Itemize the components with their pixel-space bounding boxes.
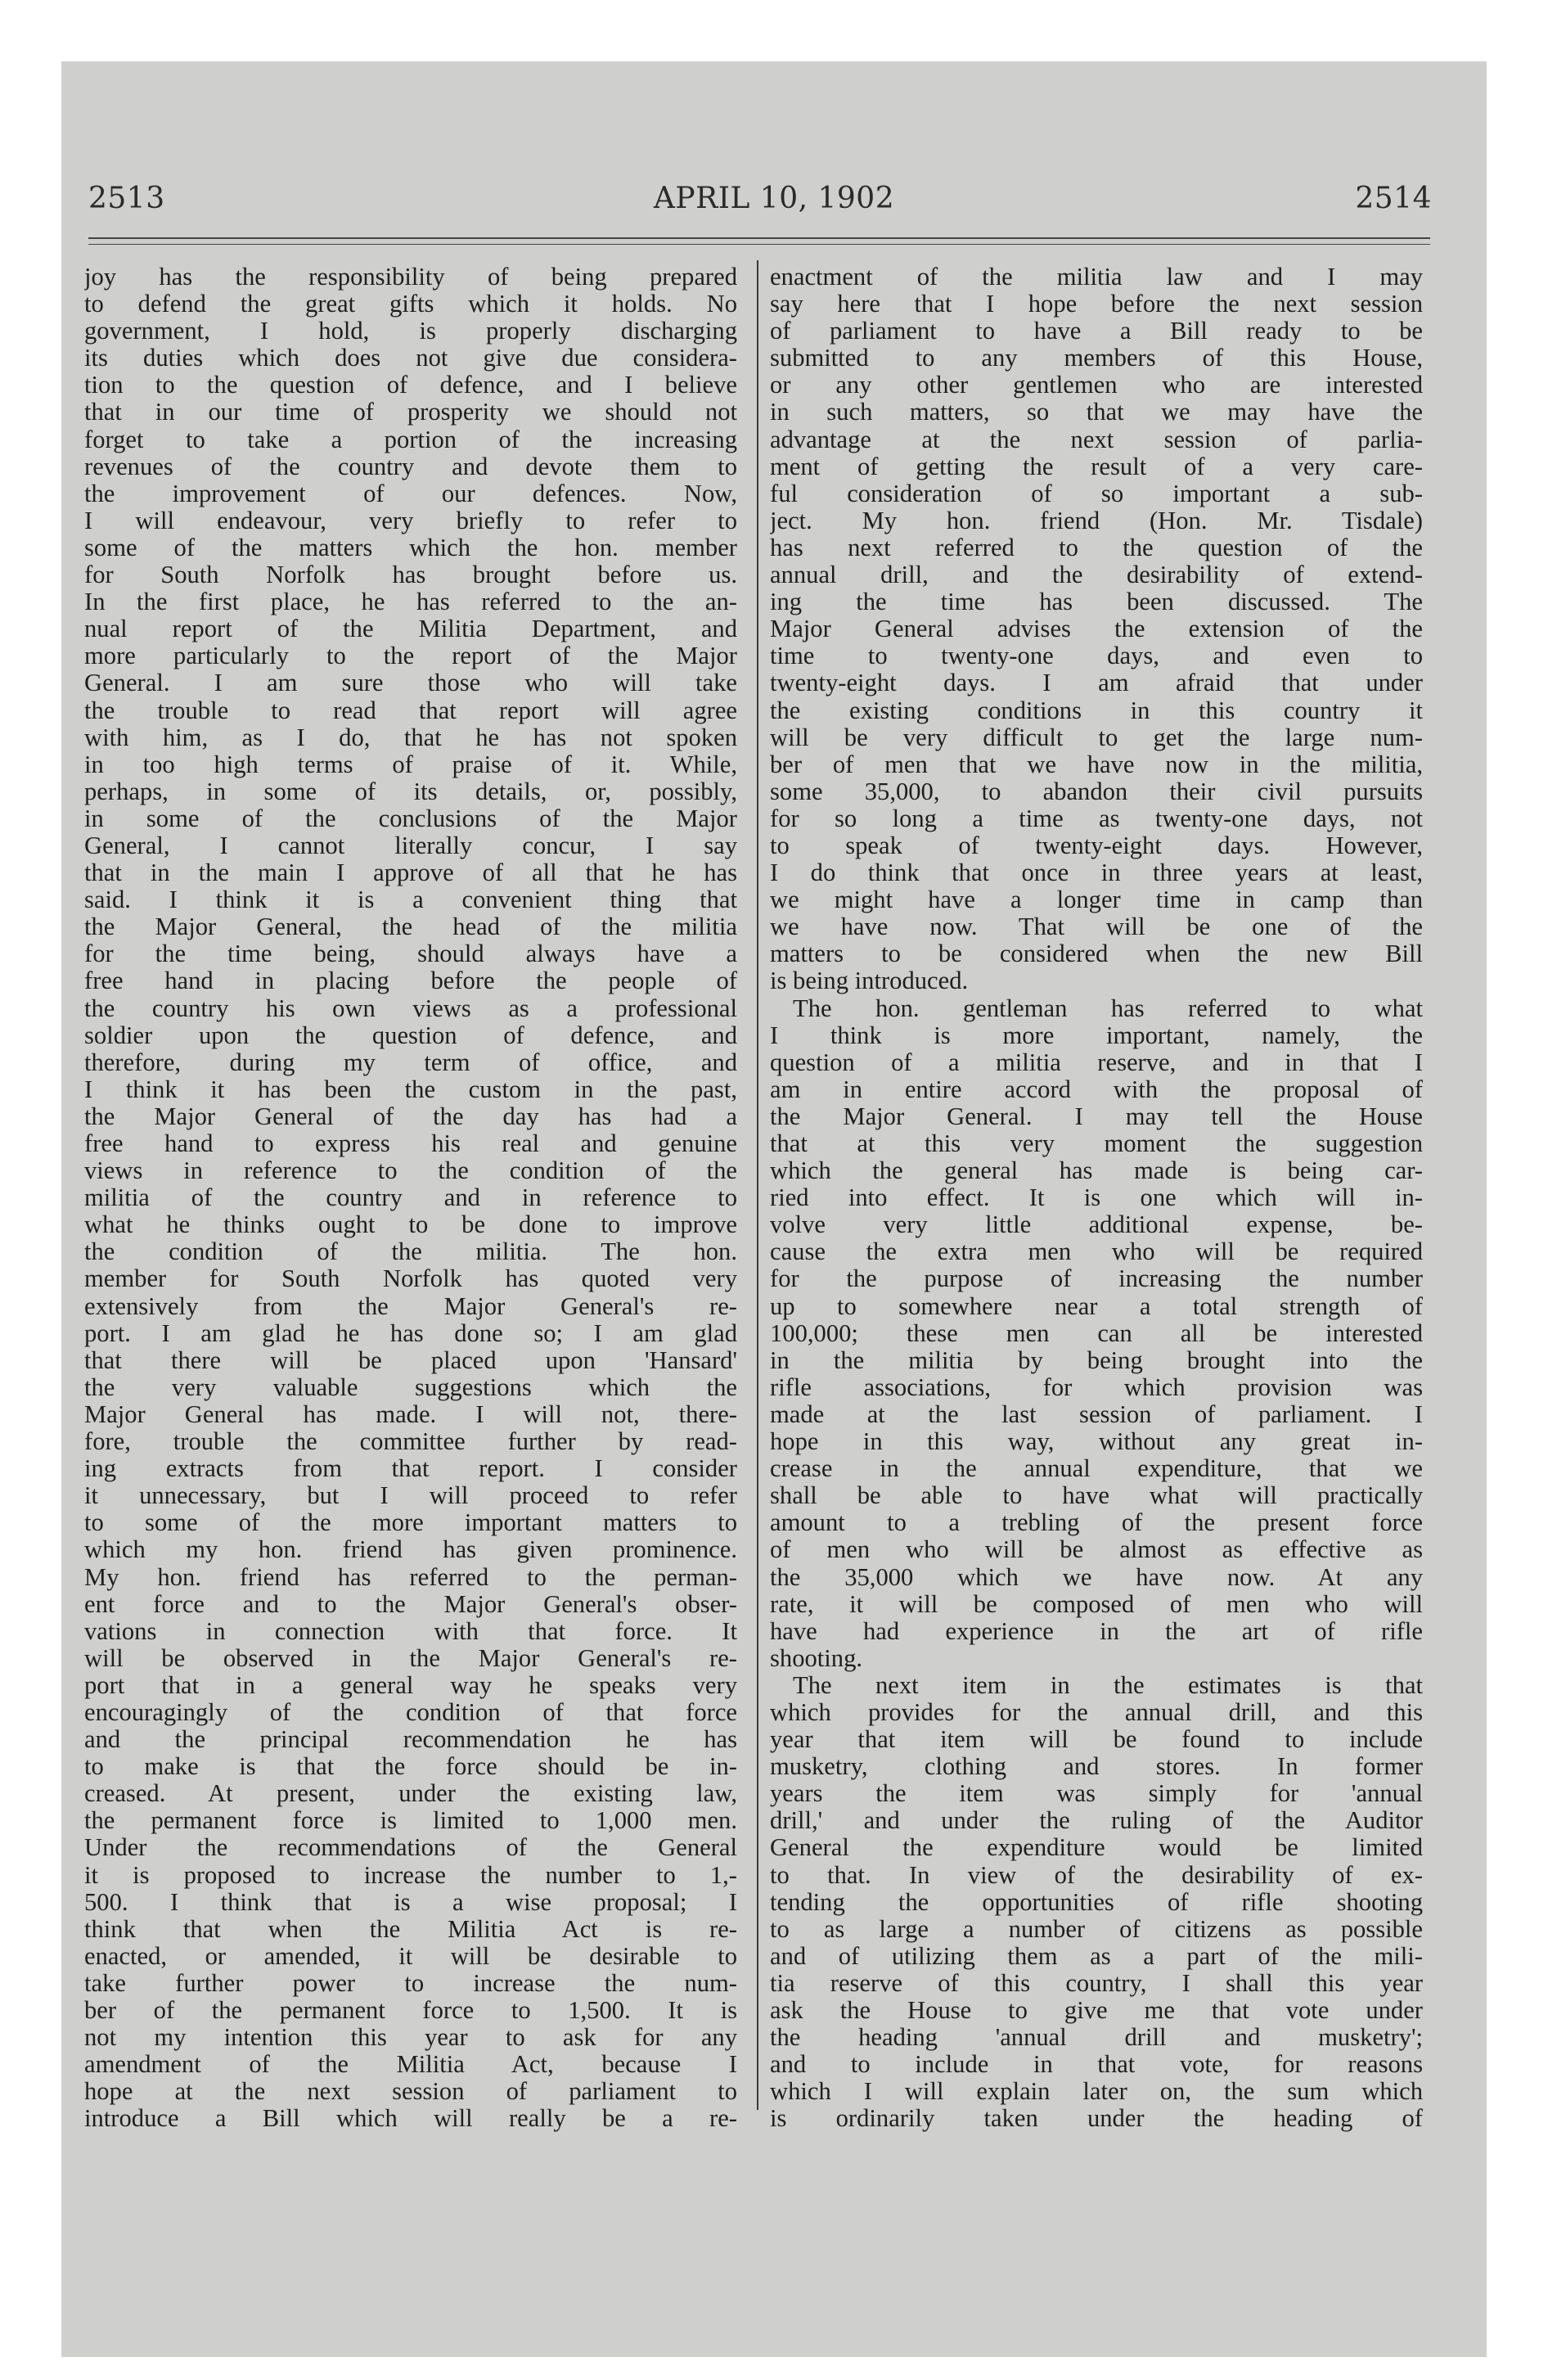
text-line: the Major General. I may tell the House — [770, 1102, 1423, 1130]
text-line: ber of the permanent force to 1,500. It is — [84, 1997, 737, 2024]
text-line: I think it has been the custom in the past, — [84, 1075, 737, 1103]
text-line: General. I am sure those who will take — [84, 669, 737, 697]
text-line: government, I hold, is properly discharging — [84, 318, 737, 345]
text-line: free hand to express his real and genuine — [84, 1130, 737, 1157]
text-line: not my intention this year to ask for any — [84, 2024, 737, 2052]
text-line: it unnecessary, but I will proceed to refer — [84, 1482, 737, 1510]
text-line: militia of the country and in reference to — [84, 1184, 737, 1212]
text-line: think that when the Militia Act is re- — [84, 1915, 737, 1943]
text-line: in too high terms of praise of it. While, — [84, 751, 737, 778]
text-line: Major General advises the extension of the — [770, 615, 1423, 643]
text-line: musketry, clothing and stores. In former — [770, 1753, 1423, 1781]
text-line: some 35,000, to abandon their civil pursuits — [770, 778, 1423, 805]
text-line: the Major General, the head of the militia — [84, 913, 737, 941]
text-line: to make is that the force should be in- — [84, 1753, 737, 1781]
text-line: the existing conditions in this country it — [770, 696, 1423, 724]
text-line: and to include in that vote, for reasons — [770, 2051, 1423, 2079]
text-line: Under the recommendations of the General — [84, 1834, 737, 1862]
text-line: is being introduced. — [770, 967, 969, 995]
text-line: member for South Norfolk has quoted very — [84, 1265, 737, 1293]
text-line: hope in this way, without any great in- — [770, 1428, 1423, 1456]
text-line: and the principal recommendation he has — [84, 1726, 737, 1754]
text-line: port that in a general way he speaks very — [84, 1671, 737, 1699]
text-line: drill,' and under the ruling of the Auditor — [770, 1807, 1423, 1835]
text-line: submitted to any members of this House, — [770, 345, 1423, 372]
text-line: with him, as I do, that he has not spoken — [84, 723, 737, 751]
text-line: The hon. gentleman has referred to what — [793, 994, 1423, 1022]
text-line: amendment of the Militia Act, because I — [84, 2051, 737, 2079]
text-line: 100,000; these men can all be interested — [770, 1319, 1423, 1347]
text-line: the improvement of our defences. Now, — [84, 480, 737, 507]
text-line: have had experience in the art of rifle — [770, 1617, 1423, 1645]
text-line: port. I am glad he has done so; I am glad — [84, 1319, 737, 1347]
text-line: I think is more important, namely, the — [770, 1021, 1423, 1049]
text-line: shooting. — [770, 1644, 863, 1672]
text-line: what he thinks ought to be done to improve — [84, 1211, 737, 1239]
text-line: ask the House to give me that vote under — [770, 1997, 1423, 2024]
text-line: it is proposed to increase the number to 1,- — [84, 1861, 737, 1889]
text-line: for so long a time as twenty-one days, not — [770, 805, 1423, 832]
text-line: General, I cannot literally concur, I say — [84, 832, 737, 859]
text-line: the Major General of the day has had a — [84, 1102, 737, 1130]
text-line: in some of the conclusions of the Major — [84, 805, 737, 832]
text-line: volve very little additional expense, be- — [770, 1211, 1423, 1239]
text-line: we have now. That will be one of the — [770, 913, 1423, 941]
text-line: its duties which does not give due considera- — [84, 345, 737, 372]
text-line: and of utilizing them as a part of the mili- — [770, 1942, 1423, 1970]
text-line: the condition of the militia. The hon. — [84, 1238, 737, 1266]
text-line: of men who will be almost as effective as — [770, 1536, 1423, 1564]
text-line: annual drill, and the desirability of extend- — [770, 561, 1423, 589]
text-line: the heading 'annual drill and musketry'; — [770, 2024, 1423, 2052]
text-line: vations in connection with that force. It — [84, 1617, 737, 1645]
text-line: which the general has made is being car- — [770, 1157, 1423, 1185]
text-line: ing extracts from that report. I consider — [84, 1455, 737, 1483]
text-line: fore, trouble the committee further by read- — [84, 1428, 737, 1456]
text-line: is ordinarily taken under the heading of — [770, 2105, 1423, 2133]
text-line: enactment of the militia law and I may — [770, 264, 1423, 291]
page-date-heading: APRIL 10, 1902 — [653, 182, 895, 215]
text-line: that in the main I approve of all that he has — [84, 859, 737, 887]
text-line: the very valuable suggestions which the — [84, 1373, 737, 1401]
text-line: ject. My hon. friend (Hon. Mr. Tisdale) — [770, 507, 1423, 534]
text-line: for the purpose of increasing the number — [770, 1265, 1423, 1293]
text-line: General the expenditure would be limited — [770, 1834, 1423, 1862]
text-line: The next item in the estimates is that — [793, 1671, 1423, 1699]
left-text-column — [84, 264, 737, 2132]
text-line: Major General has made. I will not, there- — [84, 1400, 737, 1428]
text-line: My hon. friend has referred to the perman- — [84, 1563, 737, 1591]
text-line: in such matters, so that we may have the — [770, 399, 1423, 426]
text-line: ber of men that we have now in the militia, — [770, 751, 1423, 778]
text-line: the permanent force is limited to 1,000 men. — [84, 1807, 737, 1835]
right-text-column — [770, 264, 1423, 2132]
text-line: to defend the great gifts which it holds. No — [84, 291, 737, 318]
text-line: that at this very moment the suggestion — [770, 1130, 1423, 1157]
text-line: we might have a longer time in camp than — [770, 886, 1423, 914]
text-line: more particularly to the report of the Major — [84, 642, 737, 670]
text-line: of parliament to have a Bill ready to be — [770, 318, 1423, 345]
text-line: made at the last session of parliament. I — [770, 1400, 1423, 1428]
text-line: crease in the annual expenditure, that we — [770, 1455, 1423, 1483]
text-line: therefore, during my term of office, and — [84, 1048, 737, 1076]
text-line: perhaps, in some of its details, or, possibly, — [84, 778, 737, 805]
text-line: which I will explain later on, the sum which — [770, 2078, 1423, 2106]
text-line: 500. I think that is a wise proposal; I — [84, 1888, 737, 1916]
text-line: years the item was simply for 'annual — [770, 1780, 1423, 1808]
text-line: tending the opportunities of rifle shooting — [770, 1888, 1423, 1916]
column-divider — [757, 260, 758, 2110]
text-line: said. I think it is a convenient thing that — [84, 886, 737, 914]
text-line: question of a militia reserve, and in that I — [770, 1048, 1423, 1076]
text-line: free hand in placing before the people of — [84, 967, 737, 995]
text-line: matters to be considered when the new Bill — [770, 940, 1423, 968]
text-line: to that. In view of the desirability of ex- — [770, 1861, 1423, 1889]
text-line: the country his own views as a professional — [84, 994, 737, 1022]
text-line: I will endeavour, very briefly to refer to — [84, 507, 737, 534]
text-line: for the time being, should always have a — [84, 940, 737, 968]
text-line: that in our time of prosperity we should not — [84, 399, 737, 426]
text-line: or any other gentlemen who are interested — [770, 372, 1423, 399]
text-line: forget to take a portion of the increasing — [84, 426, 737, 453]
text-line: ent force and to the Major General's obser- — [84, 1590, 737, 1618]
text-line: amount to a trebling of the present force — [770, 1509, 1423, 1537]
text-line: will be very difficult to get the large num- — [770, 723, 1423, 751]
text-line: will be observed in the Major General's re- — [84, 1644, 737, 1672]
text-line: to some of the more important matters to — [84, 1509, 737, 1537]
text-line: In the first place, he has referred to the an- — [84, 588, 737, 616]
text-line: am in entire accord with the proposal of — [770, 1075, 1423, 1103]
text-line: cause the extra men who will be required — [770, 1238, 1423, 1266]
text-line: rate, it will be composed of men who will — [770, 1590, 1423, 1618]
text-line: ing the time has been discussed. The — [770, 588, 1423, 616]
text-line: I do think that once in three years at least, — [770, 859, 1423, 887]
text-line: joy has the responsibility of being prepared — [84, 264, 737, 291]
text-line: which my hon. friend has given prominence. — [84, 1536, 737, 1564]
page-number-left: 2513 — [88, 182, 165, 215]
page-number-right: 2514 — [1355, 182, 1432, 215]
text-line: twenty-eight days. I am afraid that under — [770, 669, 1423, 697]
text-line: nual report of the Militia Department, and — [84, 615, 737, 643]
text-line: advantage at the next session of parlia- — [770, 426, 1423, 453]
text-line: up to somewhere near a total strength of — [770, 1292, 1423, 1320]
text-line: which provides for the annual drill, and this — [770, 1698, 1423, 1726]
text-line: to as large a number of citizens as possible — [770, 1915, 1423, 1943]
text-line: tia reserve of this country, I shall this year — [770, 1969, 1423, 1997]
text-line: introduce a Bill which will really be a re- — [84, 2105, 737, 2133]
text-line: creased. At present, under the existing law, — [84, 1780, 737, 1808]
text-line: time to twenty-one days, and even to — [770, 642, 1423, 670]
text-line: rifle associations, for which provision was — [770, 1373, 1423, 1401]
text-line: soldier upon the question of defence, and — [84, 1021, 737, 1049]
text-line: has next referred to the question of the — [770, 534, 1423, 561]
text-line: hope at the next session of parliament to — [84, 2078, 737, 2106]
text-line: extensively from the Major General's re- — [84, 1292, 737, 1320]
text-line: some of the matters which the hon. member — [84, 534, 737, 561]
text-line: ful consideration of so important a sub- — [770, 480, 1423, 507]
text-line: for South Norfolk has brought before us. — [84, 561, 737, 589]
text-line: views in reference to the condition of the — [84, 1157, 737, 1185]
text-line: that there will be placed upon 'Hansard' — [84, 1346, 737, 1374]
text-line: the 35,000 which we have now. At any — [770, 1563, 1423, 1591]
text-line: enacted, or amended, it will be desirable to — [84, 1942, 737, 1970]
header-rule-secondary — [88, 244, 1430, 245]
text-line: the trouble to read that report will agree — [84, 696, 737, 724]
header-rule — [88, 237, 1430, 239]
text-line: year that item will be found to include — [770, 1726, 1423, 1754]
text-line: in the militia by being brought into the — [770, 1346, 1423, 1374]
text-line: ment of getting the result of a very care- — [770, 453, 1423, 480]
text-line: say here that I hope before the next session — [770, 291, 1423, 318]
text-line: ried into effect. It is one which will in- — [770, 1184, 1423, 1212]
text-line: encouragingly of the condition of that force — [84, 1698, 737, 1726]
text-line: revenues of the country and devote them to — [84, 453, 737, 480]
text-line: to speak of twenty-eight days. However, — [770, 832, 1423, 859]
text-line: tion to the question of defence, and I believe — [84, 372, 737, 399]
text-line: shall be able to have what will practically — [770, 1482, 1423, 1510]
text-line: take further power to increase the num- — [84, 1969, 737, 1997]
